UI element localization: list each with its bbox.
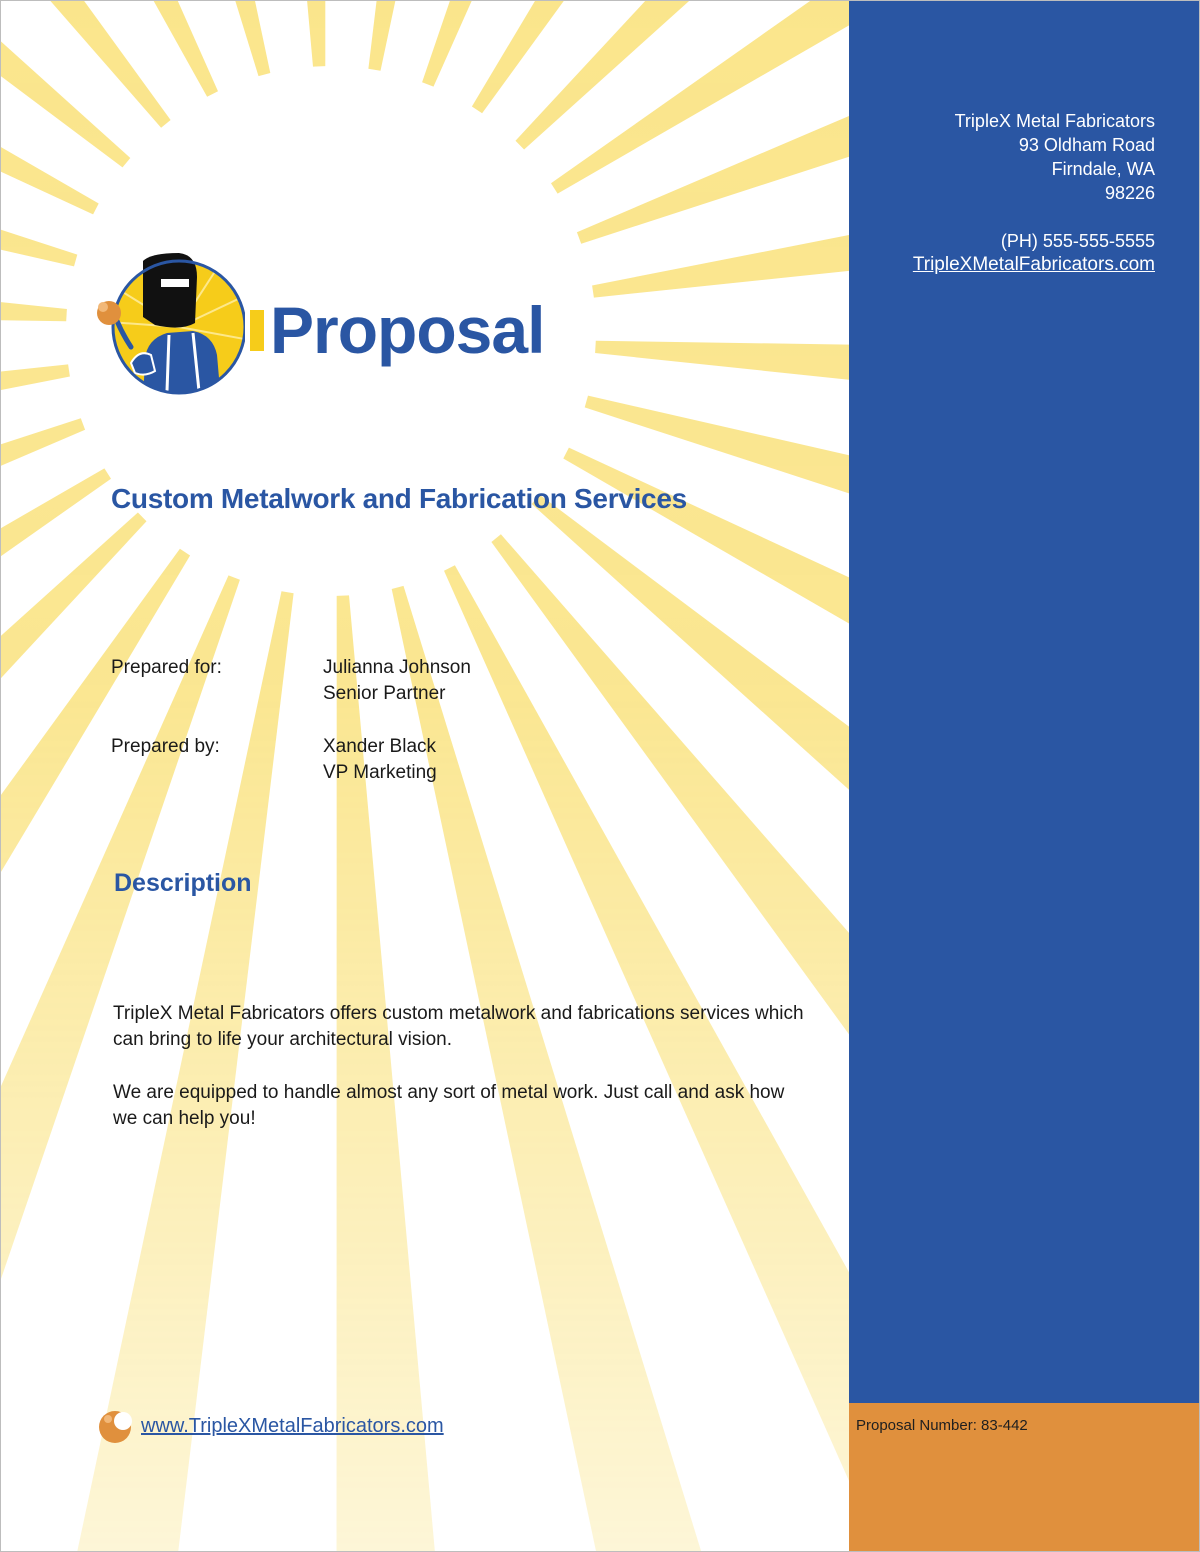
prepared-for-role: Senior Partner [323, 683, 446, 704]
prepared-by-name: Xander Black [323, 736, 437, 757]
contact-spacer [913, 205, 1155, 229]
welder-logo-icon [95, 251, 245, 396]
prepared-by-label: Prepared by: [111, 736, 220, 757]
company-website-link[interactable]: TripleXMetalFabricators.com [912, 254, 1155, 275]
company-phone: (PH) 555-555-5555 [1000, 231, 1155, 251]
sun-ray [1, 1, 171, 128]
proposal-subtitle: Custom Metalwork and Fabrication Services [111, 483, 687, 514]
sun-ray [1, 1, 130, 167]
contact-sidebar [849, 1, 1199, 1403]
footer-website-link[interactable]: www.TripleXMetalFabricators.com [141, 1415, 444, 1437]
description-heading: Description [114, 869, 252, 897]
proposal-number-bar [849, 1403, 1199, 1551]
sun-ray [392, 586, 849, 1551]
description-paragraph-1: TripleX Metal Fabricators offers custom metalwork and fabrications services which can bring to life your architectural vision. [113, 1003, 804, 1050]
prepared-for-name: Julianna Johnson [323, 657, 471, 678]
proposal-number: Proposal Number: 83-442 [856, 1417, 1028, 1434]
prepared-for-label: Prepared for: [111, 657, 222, 678]
sun-ray [1, 1, 77, 266]
page-title: Proposal [270, 293, 545, 367]
company-zip: 98226 [1104, 183, 1155, 203]
orange-swirl-icon [97, 1407, 135, 1445]
company-name: TripleX Metal Fabricators [954, 111, 1155, 131]
company-street: 93 Oldham Road [1018, 135, 1155, 155]
company-city-state: Firndale, WA [1051, 159, 1155, 179]
company-contact-block [913, 109, 1155, 277]
description-paragraph-2: We are equipped to handle almost any sort of metal work. Just call and ask how we can help you! [113, 1082, 785, 1129]
title-accent-bar [250, 310, 264, 351]
sun-ray [1, 1, 270, 76]
prepared-by-role: VP Marketing [323, 762, 437, 783]
